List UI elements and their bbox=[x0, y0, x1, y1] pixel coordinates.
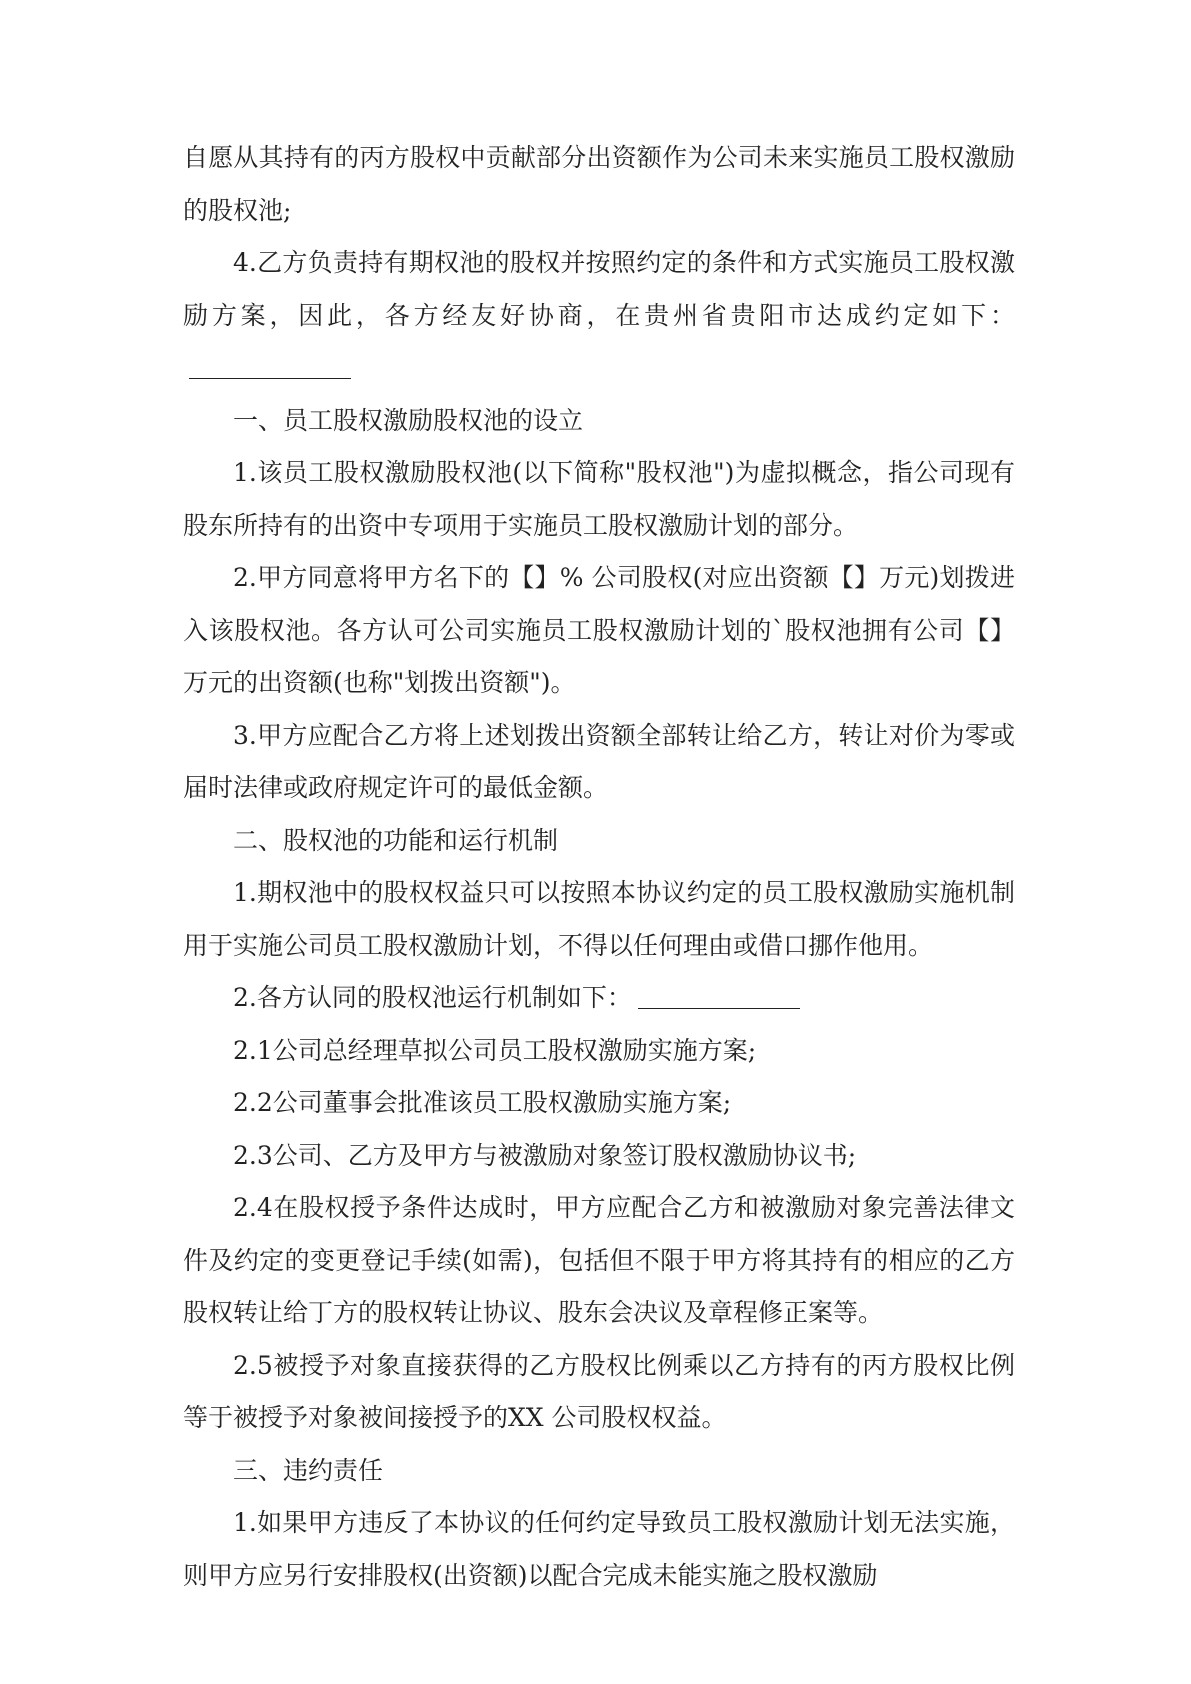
paragraph-1-1 bbox=[183, 447, 1015, 552]
paragraph-text: 2.甲方同意将甲方名下的【】% 公司股权(对应出资额【】万元)划拨进入该股权池。各方认可公司实施员工股权激励计划的`股权池拥有公司【】万元的出资额(也称"划拨出资额")。 bbox=[183, 563, 1015, 697]
paragraph-3-1 bbox=[183, 1497, 1015, 1602]
paragraph-continuation bbox=[183, 132, 1015, 237]
heading-text: 三、违约责任 bbox=[233, 1455, 384, 1485]
paragraph-text: 1.期权池中的股权权益只可以按照本协议约定的员工股权激励实施机制用于实施公司员工股权激励计划，不得以任何理由或借口挪作他用。 bbox=[183, 878, 1015, 960]
paragraph-text: 2.2公司董事会批准该员工股权激励实施方案; bbox=[233, 1088, 732, 1117]
paragraph-text: 2.1公司总经理草拟公司员工股权激励实施方案; bbox=[233, 1035, 757, 1065]
section-heading-3 bbox=[183, 1445, 1015, 1498]
paragraph-2-1 bbox=[183, 867, 1015, 972]
section-heading-2 bbox=[183, 815, 1015, 868]
section-heading-1 bbox=[183, 395, 1015, 448]
fill-in-blank bbox=[638, 1007, 800, 1009]
heading-text: 二、股权池的功能和运行机制 bbox=[233, 825, 559, 855]
heading-text: 一、员工股权激励股权池的设立 bbox=[233, 405, 584, 435]
paragraph-2-2-5 bbox=[183, 1340, 1015, 1445]
paragraph-2-2-3 bbox=[183, 1130, 1015, 1183]
paragraph-text: 2.3公司、乙方及甲方与被激励对象签订股权激励协议书; bbox=[233, 1140, 857, 1170]
paragraph-2-2-1 bbox=[183, 1025, 1015, 1078]
paragraph-text: 1.该员工股权激励股权池(以下简称"股权池")为虚拟概念，指公司现有股东所持有的出资中专项用于实施员工股权激励计划的部分。 bbox=[183, 458, 1015, 540]
paragraph-1-2 bbox=[183, 552, 1015, 710]
fill-in-blank bbox=[189, 377, 351, 379]
paragraph-text: 自愿从其持有的丙方股权中贡献部分出资额作为公司未来实施员工股权激励的股权池; bbox=[183, 143, 1015, 225]
document-page bbox=[183, 132, 1015, 1602]
paragraph-text: 4.乙方负责持有期权池的股权并按照约定的条件和方式实施员工股权激励方案，因此，各方经友好协商，在贵州省贵阳市达成约定如下： bbox=[183, 248, 1015, 330]
paragraph-text: 2.4在股权授予条件达成时，甲方应配合乙方和被激励对象完善法律文件及约定的变更登记手续(如需)，包括但不限于甲方将其持有的相应的乙方股权转让给丁方的股权转让协议、股东会决议及章程修正案等。 bbox=[183, 1193, 1015, 1327]
paragraph-2-2 bbox=[183, 972, 1015, 1025]
paragraph-text: 3.甲方应配合乙方将上述划拨出资额全部转让给乙方，转让对价为零或届时法律或政府规定许可的最低金额。 bbox=[183, 720, 1015, 802]
paragraph-2-2-4 bbox=[183, 1182, 1015, 1340]
paragraph-text: 2.5被授予对象直接获得的乙方股权比例乘以乙方持有的丙方股权比例等于被授予对象被间接授予的XX 公司股权权益。 bbox=[183, 1350, 1015, 1432]
paragraph-text: 1.如果甲方违反了本协议的任何约定导致员工股权激励计划无法实施，则甲方应另行安排股权(出资额)以配合完成未能实施之股权激励 bbox=[183, 1508, 1015, 1590]
paragraph-2-2-2 bbox=[183, 1077, 1015, 1130]
paragraph-clause-4 bbox=[183, 237, 1015, 395]
paragraph-text: 2.各方认同的股权池运行机制如下： bbox=[233, 983, 632, 1012]
paragraph-1-3 bbox=[183, 710, 1015, 815]
